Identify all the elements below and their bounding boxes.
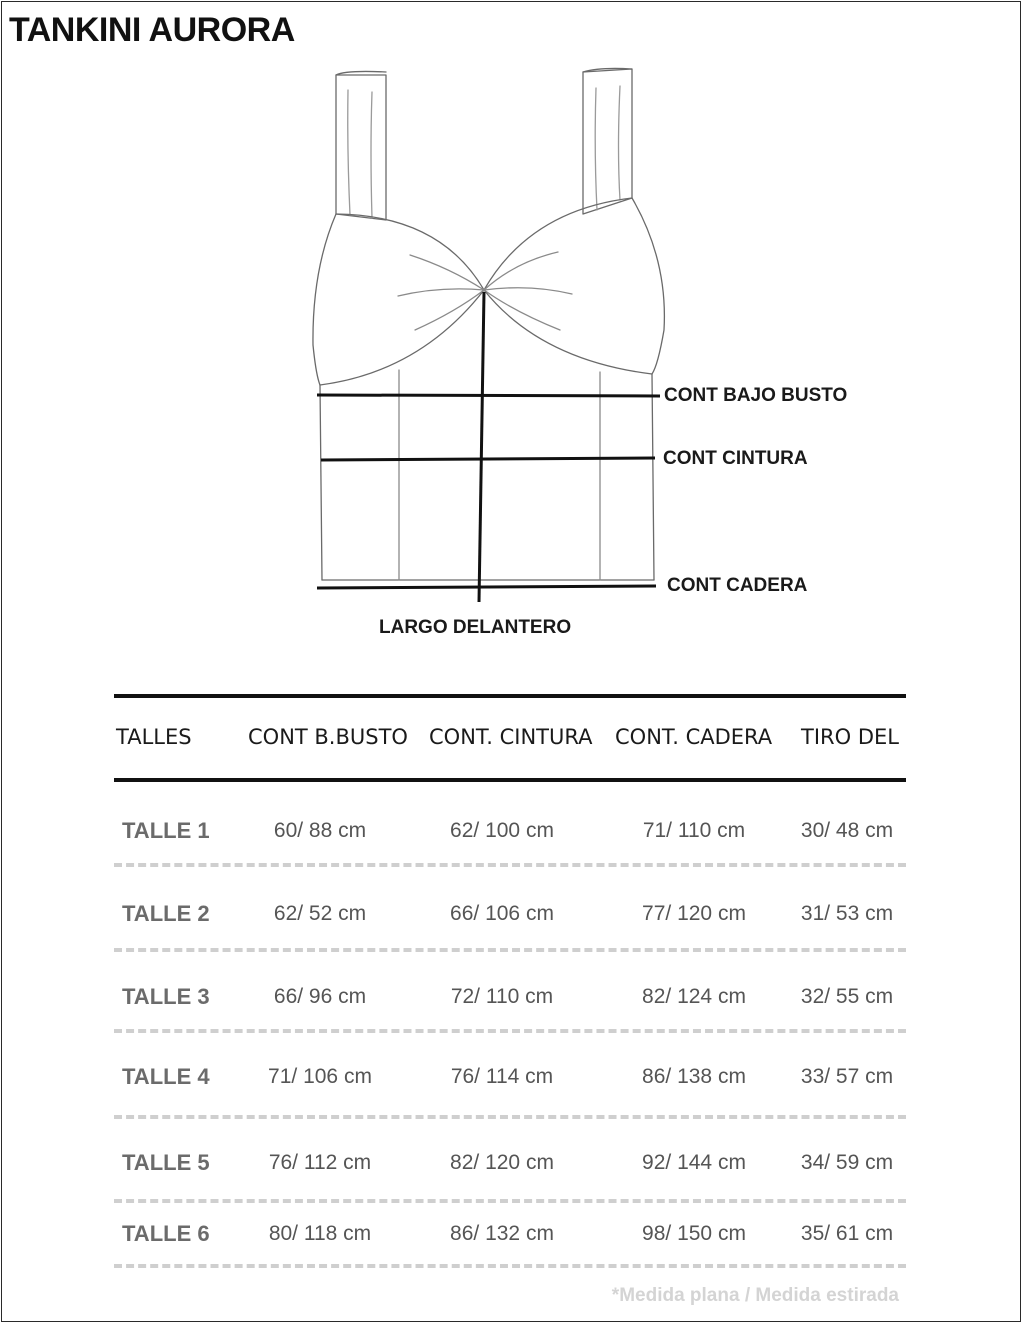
header-tiro-del: TIRO DEL [801, 725, 899, 749]
table-row [0, 1148, 1024, 1178]
bajo-busto-value: 71/ 106 cm [268, 1065, 372, 1088]
row-divider [114, 1115, 906, 1119]
cadera-value: 86/ 138 cm [642, 1065, 746, 1088]
header-cont-cadera: CONT. CADERA [615, 725, 773, 749]
table-top-rule [114, 694, 906, 698]
label-largo-delantero: LARGO DELANTERO [379, 617, 572, 638]
cadera-value: 77/ 120 cm [642, 902, 746, 925]
row-divider [114, 948, 906, 952]
footnote: *Medida plana / Medida estirada [611, 1285, 899, 1306]
cintura-value: 66/ 106 cm [450, 902, 554, 925]
bajo-busto-value: 80/ 118 cm [268, 1222, 372, 1245]
bajo-busto-value: 76/ 112 cm [268, 1151, 372, 1174]
cintura-value: 62/ 100 cm [450, 819, 554, 842]
tiro-value: 34/ 59 cm [800, 1151, 894, 1174]
largo-line [479, 292, 484, 602]
cadera-value: 98/ 150 cm [642, 1222, 746, 1245]
right-strap [583, 69, 632, 214]
table-header-rule [114, 778, 906, 782]
cintura-value: 76/ 114 cm [450, 1065, 554, 1088]
cintura-value: 86/ 132 cm [450, 1222, 554, 1245]
bajo-busto-line [317, 395, 660, 396]
page-title: TANKINI AURORA [9, 11, 295, 49]
tiro-value: 33/ 57 cm [800, 1065, 894, 1088]
size-label: TALLE 6 [122, 1221, 210, 1246]
header-cont-cintura: CONT. CINTURA [429, 725, 593, 749]
cadera-value: 71/ 110 cm [642, 819, 746, 842]
size-label: TALLE 3 [122, 984, 210, 1009]
tiro-value: 32/ 55 cm [800, 985, 894, 1008]
table-row [0, 1219, 1024, 1249]
cintura-value: 72/ 110 cm [450, 985, 554, 1008]
label-bajo-busto: CONT BAJO BUSTO [664, 385, 848, 406]
size-label: TALLE 1 [122, 818, 210, 843]
table-row [0, 982, 1024, 1012]
table-row [0, 1062, 1024, 1092]
left-strap [336, 75, 386, 220]
row-divider [114, 1199, 906, 1203]
cadera-value: 82/ 124 cm [642, 985, 746, 1008]
header-cont-bajo-busto: CONT B.BUSTO [248, 725, 408, 749]
garment-diagram [0, 0, 1024, 660]
table-row [0, 816, 1024, 846]
cadera-line [317, 586, 656, 588]
bajo-busto-value: 60/ 88 cm [273, 819, 367, 842]
tiro-value: 35/ 61 cm [800, 1222, 894, 1245]
bajo-busto-value: 62/ 52 cm [273, 902, 367, 925]
tiro-value: 30/ 48 cm [800, 819, 894, 842]
row-divider [114, 863, 906, 867]
cadera-value: 92/ 144 cm [642, 1151, 746, 1174]
row-divider [114, 1029, 906, 1033]
label-cintura: CONT CINTURA [663, 448, 808, 469]
header-talles: TALLES [116, 725, 192, 749]
cintura-line [321, 458, 655, 460]
row-divider [114, 1264, 906, 1268]
bajo-busto-value: 66/ 96 cm [273, 985, 367, 1008]
label-cadera: CONT CADERA [667, 575, 808, 596]
size-label: TALLE 2 [122, 901, 210, 926]
cintura-value: 82/ 120 cm [450, 1151, 554, 1174]
size-label: TALLE 4 [122, 1064, 210, 1089]
tiro-value: 31/ 53 cm [800, 902, 894, 925]
size-label: TALLE 5 [122, 1150, 210, 1175]
table-row [0, 899, 1024, 929]
